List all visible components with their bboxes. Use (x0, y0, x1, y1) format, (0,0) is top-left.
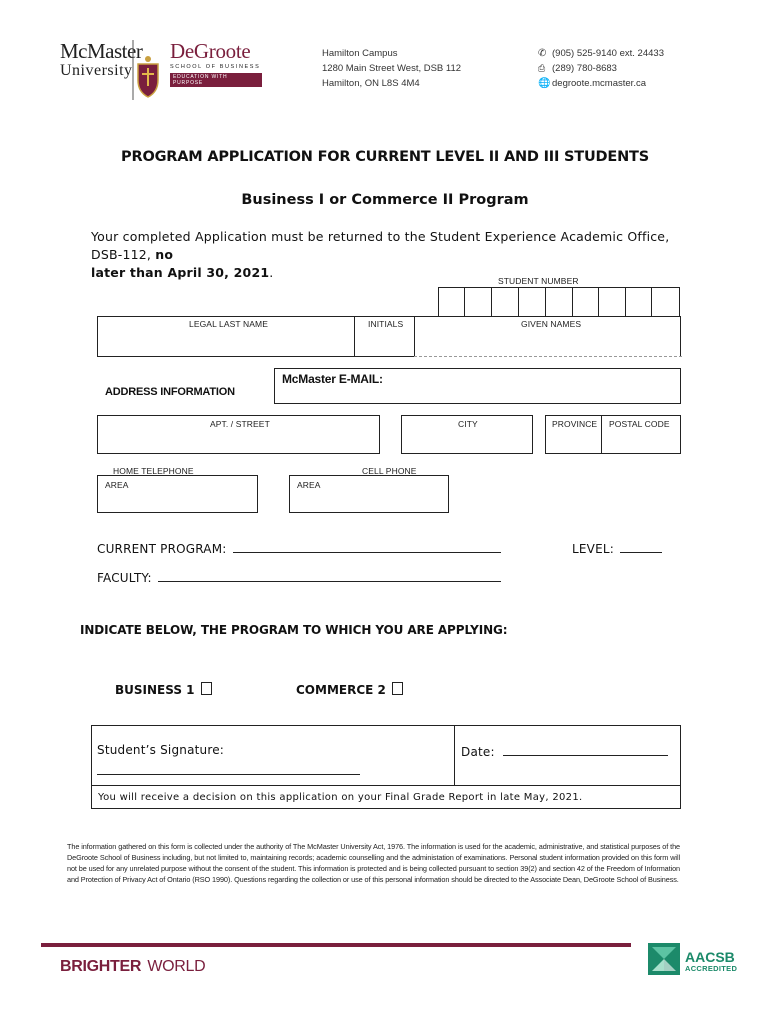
fax-icon: ⎙ (538, 63, 546, 73)
business-option-label: BUSINESS 1 (115, 683, 195, 697)
page-title: PROGRAM APPLICATION FOR CURRENT LEVEL II AND III STUDENTS (121, 149, 649, 165)
city-label: CITY (458, 419, 478, 429)
email-label: McMaster E-MAIL: (282, 372, 383, 386)
cell-phone-label: CELL PHONE (362, 466, 417, 476)
brighter-world-logo (60, 958, 205, 976)
crest-icon (132, 40, 162, 100)
date-input[interactable] (503, 743, 668, 756)
faculty-input[interactable] (158, 569, 501, 582)
signature-input[interactable] (97, 762, 360, 775)
commerce-option (296, 682, 403, 697)
home-area-label: AREA (105, 480, 129, 490)
degroote-logo (170, 40, 268, 87)
logo-university-text: University (60, 62, 133, 79)
logo-school-text: SCHOOL OF BUSINESS (170, 64, 261, 70)
world-text: WORLD (147, 958, 206, 975)
city-address: Hamilton, ON L8S 4M4 (322, 78, 420, 89)
instructions-deadline: later than April 30, 2021 (91, 265, 270, 280)
current-program-input[interactable] (233, 540, 501, 553)
fax-row (538, 61, 664, 76)
level-label: LEVEL: (572, 542, 614, 556)
logo-mcmaster-text: McMaster (60, 39, 143, 63)
level-input[interactable] (620, 540, 662, 553)
indicate-heading: INDICATE BELOW, THE PROGRAM TO WHICH YOU ARE APPLYING: (80, 623, 508, 637)
home-telephone-label: HOME TELEPHONE (113, 466, 194, 476)
province-label: PROVINCE (552, 419, 598, 429)
campus-name: Hamilton Campus (322, 48, 398, 59)
privacy-notice: The information gathered on this form is collected under the authority of The McMaster University Act, 1976. The information is used for the academic, administrative, and statistical purposes of the DeGroote School of Business including, but not limited to, maintaining records; academic counselling and the administation of examinations. Personal student information provided on this form will not be used for any unrelated purpose without the consent of the student. This information is protected and is being collected pursuant to section 39(2) and section 42 of the Freedom of Information and Protection of Privacy Act of Ontario (RSO 1990). Questions regarding the collection or use of this personal information should be directed to the Associate Dean, DeGroote School of Business. (67, 842, 680, 884)
signature-label: Student’s Signature: (97, 743, 225, 757)
logo-degroote-text: DeGroote (170, 39, 251, 63)
postal-code-label: POSTAL CODE (609, 419, 670, 429)
phone-row (538, 46, 664, 61)
student-number-label: STUDENT NUMBER (498, 276, 579, 286)
apt-street-label: APT. / STREET (210, 419, 270, 429)
page-subtitle: Business I or Commerce II Program (241, 192, 529, 208)
instructions-text: Your completed Application must be returned to the Student Experience Academic Office, DSB-112, (91, 229, 670, 262)
fax-number: (289) 780-8683 (552, 63, 617, 74)
accredited-label: ACCREDITED (685, 964, 738, 973)
initials-label: INITIALS (368, 319, 404, 329)
business-checkbox[interactable] (201, 682, 212, 695)
logo-tagline: EDUCATION WITH PURPOSE (170, 73, 262, 87)
instructions-no: no (155, 247, 174, 262)
commerce-checkbox[interactable] (392, 682, 403, 695)
decision-note: You will receive a decision on this application on your Final Grade Report in late May, 2021. (98, 792, 583, 803)
instructions-period: . (269, 265, 274, 280)
current-program-row (97, 540, 501, 556)
phone-icon: ✆ (538, 48, 547, 59)
instructions (91, 228, 681, 282)
brighter-text: BRIGHTER (60, 958, 142, 975)
address-information-heading: ADDRESS INFORMATION (105, 386, 235, 398)
website-link[interactable]: degroote.mcmaster.ca (552, 78, 646, 89)
commerce-option-label: COMMERCE 2 (296, 683, 386, 697)
current-program-label: CURRENT PROGRAM: (97, 542, 227, 556)
contact-info (538, 46, 664, 91)
student-number-input[interactable] (438, 287, 681, 317)
campus-address (322, 46, 461, 91)
given-names-underline (414, 356, 682, 357)
footer-rule (41, 943, 631, 947)
date-label: Date: (461, 745, 495, 759)
signature-table-divider-v (454, 725, 455, 786)
website-row (538, 76, 664, 91)
legal-last-name-label: LEGAL LAST NAME (189, 319, 268, 329)
aacsb-text (685, 950, 737, 973)
date-row (461, 743, 668, 759)
phone-number: (905) 525-9140 ext. 24433 (552, 48, 664, 59)
aacsb-logo-icon (648, 943, 680, 980)
globe-icon: 🌐 (538, 78, 551, 89)
faculty-label: FACULTY: (97, 571, 152, 585)
street-address: 1280 Main Street West, DSB 112 (322, 63, 462, 74)
signature-table-divider-h (91, 785, 681, 786)
level-row (572, 540, 662, 556)
business-option (115, 682, 212, 697)
faculty-row (97, 569, 501, 585)
cell-area-label: AREA (297, 480, 321, 490)
aacsb-label: AACSB (685, 949, 735, 965)
mcmaster-logo (60, 39, 143, 84)
given-names-label: GIVEN NAMES (521, 319, 582, 329)
